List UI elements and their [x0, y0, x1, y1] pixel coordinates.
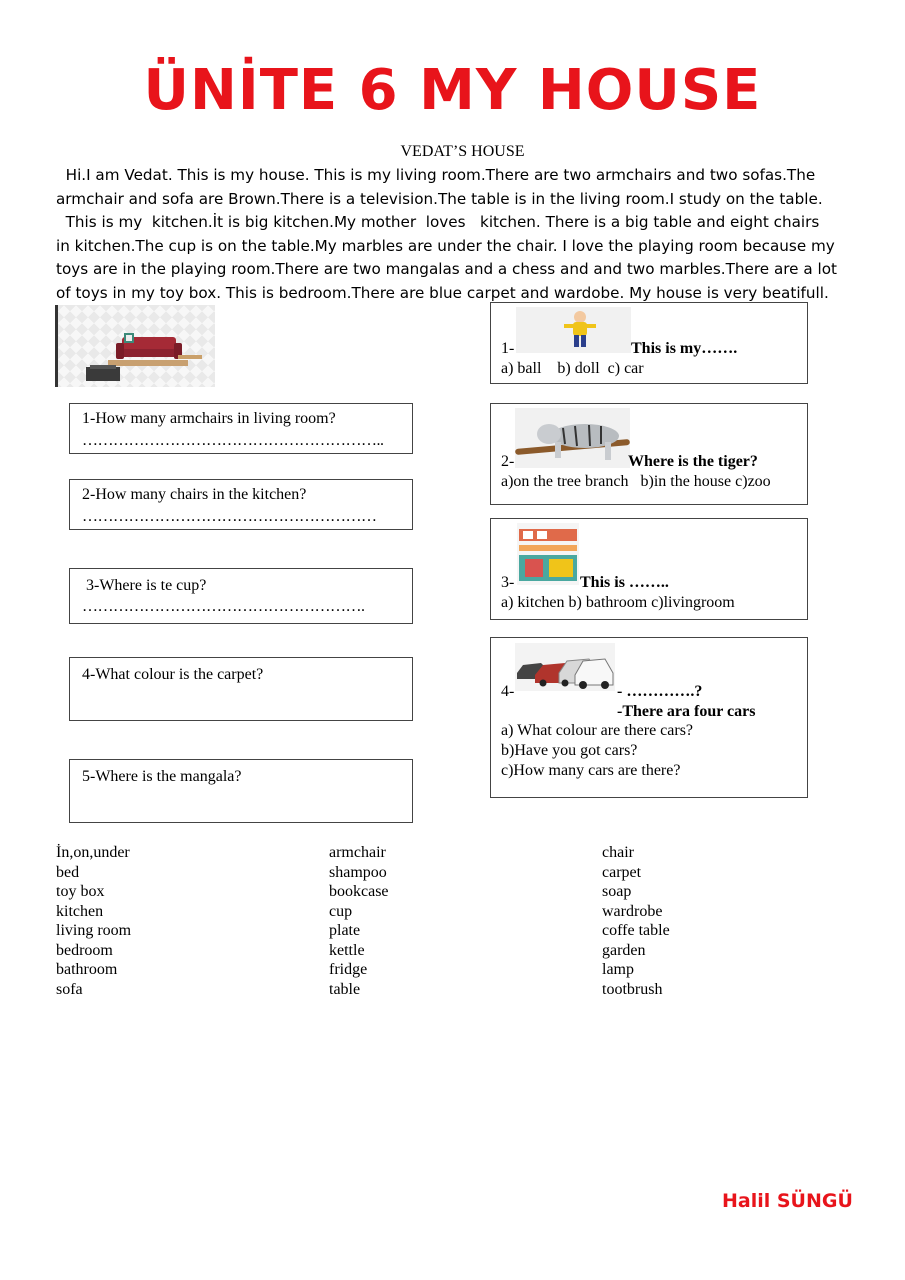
- vocabulary-word: cup: [329, 902, 353, 920]
- choice-number: 2-: [501, 453, 515, 470]
- choice-prompt: Where is the tiger?: [628, 453, 758, 470]
- question-text: 4-What colour is the carpet?: [82, 666, 264, 683]
- vocabulary-column: [56, 843, 131, 999]
- vocabulary-word: kettle: [329, 941, 365, 959]
- vocabulary-word: wardrobe: [602, 902, 663, 920]
- vocabulary-word: bookcase: [329, 883, 389, 900]
- story-line: of toys in my toy box. This is bedroom.There are blue carpet and wardobe. My house is very beatifull.: [56, 283, 829, 302]
- choice-options[interactable]: a) ball b) doll c) car: [501, 360, 644, 377]
- choice-number: 3-: [501, 574, 515, 591]
- vocabulary-word: bedroom: [56, 941, 113, 959]
- page-title: ÜNİTE 6 MY HOUSE: [143, 58, 762, 123]
- vocabulary-word: coffe table: [602, 922, 670, 939]
- vocabulary-word: shampoo: [329, 863, 387, 881]
- question-box[interactable]: [69, 403, 413, 454]
- question-text: 2-How many chairs in the kitchen?: [82, 486, 307, 503]
- question-text: 1-How many armchairs in living room?: [82, 410, 336, 427]
- choice-prompt: This is my…….: [631, 340, 738, 357]
- vocabulary-word: plate: [329, 922, 361, 939]
- doll-icon: [516, 307, 631, 353]
- vocabulary-word: bathroom: [56, 961, 118, 978]
- question-box[interactable]: [69, 657, 413, 721]
- cars-icon: [515, 643, 615, 691]
- vocabulary-word: bed: [56, 863, 80, 881]
- question-text: 5-Where is the mangala?: [82, 768, 242, 785]
- vocabulary-word: chair: [602, 844, 634, 861]
- choice-prompt: This is ……..: [580, 574, 669, 591]
- vocabulary-word: tootbrush: [602, 980, 663, 998]
- story-line: toys are in the playing room.There are two mangalas and a chess and and two marbles.There are a lot: [56, 260, 837, 279]
- story-text: [56, 164, 876, 306]
- choice-answer: -There ara four cars: [617, 703, 756, 720]
- vocabulary-word: lamp: [602, 961, 634, 978]
- question-box[interactable]: [69, 568, 413, 624]
- choice-option[interactable]: c)How many cars are there?: [501, 762, 681, 779]
- choice-options[interactable]: a) kitchen b) bathroom c)livingroom: [501, 594, 735, 611]
- question-box[interactable]: [69, 479, 413, 530]
- answer-line[interactable]: …………………………………………………..: [82, 432, 384, 449]
- question-text: 3-Where is te cup?: [82, 577, 207, 594]
- living-room-image: [55, 305, 215, 387]
- question-box[interactable]: [69, 759, 413, 823]
- vocabulary-column: [329, 843, 389, 999]
- vocabulary-word: garden: [602, 941, 646, 959]
- story-line: armchair and sofa are Brown.There is a television.The table is in the living room.I study on the table.: [56, 189, 823, 208]
- answer-line[interactable]: …………………………………………………: [82, 508, 377, 525]
- choice-prompt: - ………….?: [617, 683, 703, 700]
- vocabulary-word: sofa: [56, 980, 83, 998]
- choice-option[interactable]: b)Have you got cars?: [501, 742, 638, 759]
- story-line: Hi.I am Vedat. This is my house. This is my living room.There are two armchairs and two sofas.The: [56, 166, 816, 184]
- vocabulary-word: armchair: [329, 844, 386, 861]
- vocabulary-word: living room: [56, 922, 132, 939]
- vocabulary-word: toy box: [56, 883, 105, 900]
- choice-number: 1-: [501, 340, 515, 357]
- vocabulary-column: [602, 843, 670, 999]
- vocabulary-word: soap: [602, 883, 632, 900]
- author-name: Halil SÜNGÜ: [722, 1190, 853, 1212]
- vocabulary-word: İn,on,under: [56, 844, 130, 861]
- story-line: in kitchen.The cup is on the table.My marbles are under the chair. I love the playing room because my: [56, 236, 835, 255]
- kitchen-icon: [517, 523, 579, 585]
- vocabulary-word: kitchen: [56, 902, 104, 920]
- vocabulary-word: carpet: [602, 863, 642, 881]
- choice-box: [490, 403, 808, 505]
- answer-line[interactable]: ……………………………………………….: [82, 598, 365, 615]
- tiger-icon: [515, 408, 630, 468]
- vocabulary-word: table: [329, 980, 361, 998]
- choice-box: [490, 302, 808, 384]
- choice-box: [490, 518, 808, 620]
- choice-option[interactable]: a) What colour are there cars?: [501, 722, 694, 739]
- vocabulary-word: fridge: [329, 961, 368, 978]
- choice-options[interactable]: a)on the tree branch b)in the house c)zoo: [501, 473, 771, 490]
- story-title: VEDAT’S HOUSE: [400, 143, 525, 160]
- choice-box: [490, 637, 808, 798]
- choice-number: 4-: [501, 683, 515, 700]
- story-line: This is my kitchen.İt is big kitchen.My mother loves kitchen. There is a big table and eight chairs: [56, 213, 820, 232]
